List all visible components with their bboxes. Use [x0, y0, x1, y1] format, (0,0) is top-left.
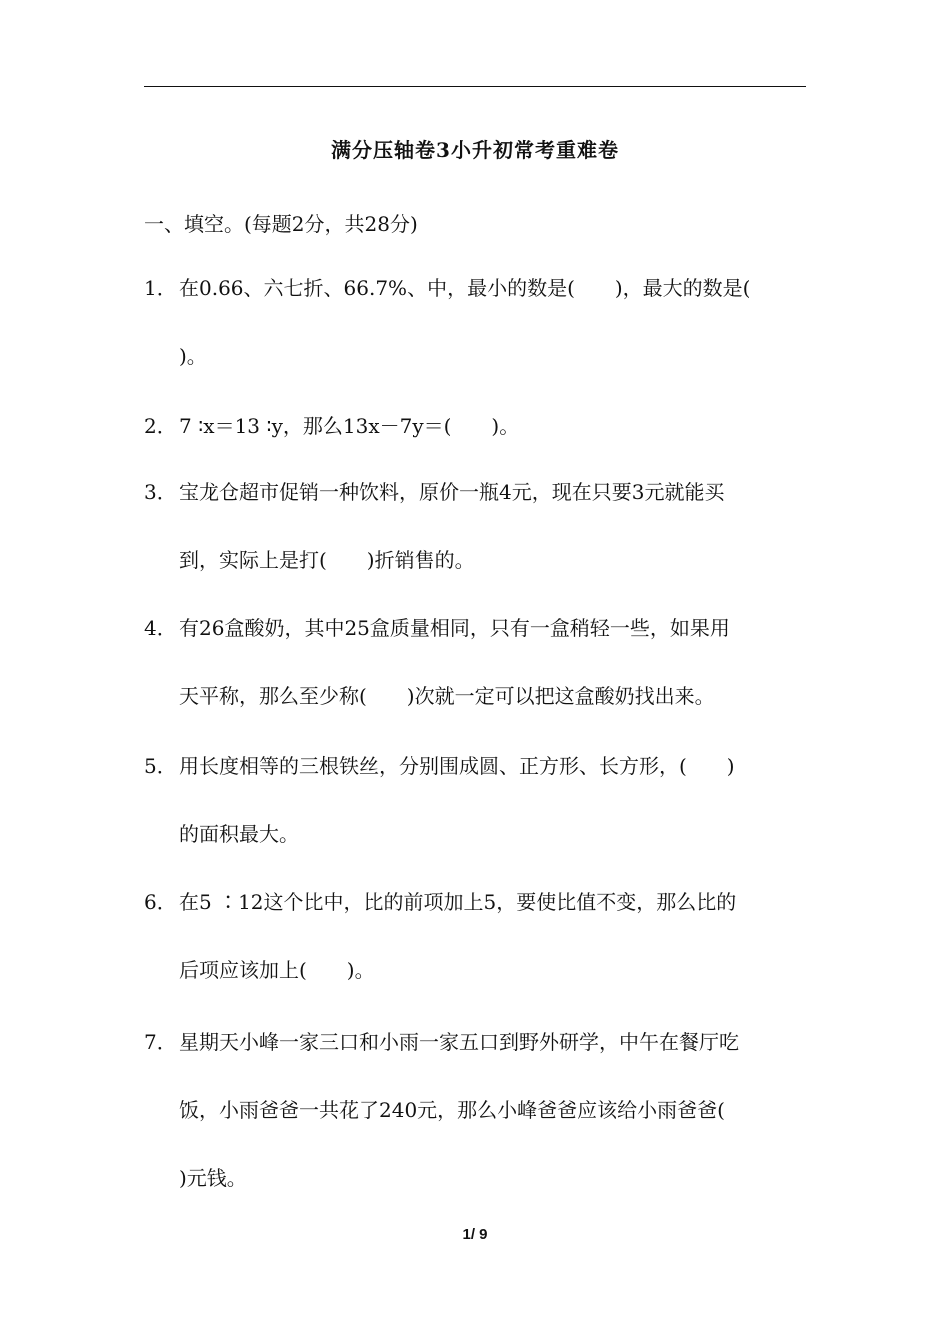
page-number: 1/ 9 [462, 1226, 488, 1243]
question-text: 在0.66、六七折、66.7%、中，最小的数是( )，最大的数是( [179, 276, 751, 300]
question-number: 2． [144, 414, 177, 438]
question-number: 7． [144, 1030, 177, 1054]
question-text: )。 [179, 344, 207, 368]
question-text: )元钱。 [179, 1166, 247, 1190]
question-text: 用长度相等的三根铁丝，分别围成圆、正方形、长方形，( ) [179, 754, 735, 778]
question-text: 在5 ∶12这个比中，比的前项加上5，要使比值不变，那么比的 [179, 890, 737, 914]
question-number: 3． [144, 480, 177, 504]
question-number: 1． [144, 276, 177, 300]
question-text: 天平称，那么至少称( )次就一定可以把这盒酸奶找出来。 [179, 684, 715, 708]
section-heading: 一、填空。(每题2分，共28分) [144, 212, 418, 236]
question-number: 6． [144, 890, 177, 914]
question-text: 宝龙仓超市促销一种饮料，原价一瓶4元，现在只要3元就能买 [179, 480, 725, 504]
question-text: 星期天小峰一家三口和小雨一家五口到野外研学，中午在餐厅吃 [179, 1030, 739, 1054]
question-text: 后项应该加上( )。 [179, 958, 375, 982]
question-text: 到，实际上是打( )折销售的。 [179, 548, 475, 572]
question-number: 5． [144, 754, 177, 778]
question-text: 饭，小雨爸爸一共花了240元，那么小峰爸爸应该给小雨爸爸( [179, 1098, 725, 1122]
header-rule [144, 86, 806, 87]
question-number: 4． [144, 616, 177, 640]
question-text: 有26盒酸奶，其中25盒质量相同，只有一盒稍轻一些，如果用 [179, 616, 730, 640]
question-text: 7 ∶x＝13 ∶y，那么13x－7y＝( )。 [179, 414, 520, 438]
question-text: 的面积最大。 [179, 822, 299, 846]
page-title: 满分压轴卷3小升初常考重难卷 [331, 138, 619, 162]
